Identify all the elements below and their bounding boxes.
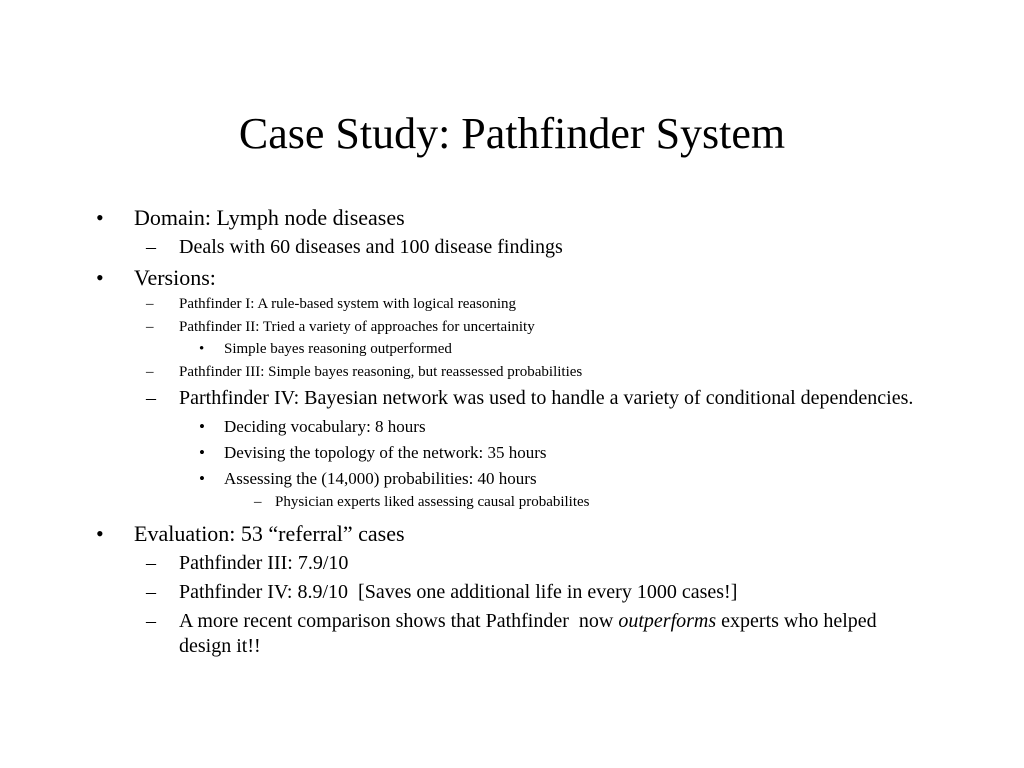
sub-sub-bullet-text: Deciding vocabulary: 8 hours bbox=[224, 417, 426, 436]
sub-bullet-text: Deals with 60 diseases and 100 disease findings bbox=[179, 236, 563, 258]
dash-marker: – bbox=[146, 319, 154, 335]
bullet-text: Evaluation: 53 “referral” cases bbox=[134, 521, 405, 546]
dash-marker: – bbox=[146, 552, 156, 574]
sub-sub-bullet-text: Devising the topology of the network: 35 hours bbox=[224, 443, 547, 462]
bullet-marker: • bbox=[96, 521, 104, 546]
slide-title: Case Study: Pathfinder System bbox=[238, 109, 786, 158]
sub-bullet-recent-comparison bbox=[96, 609, 926, 659]
level-4-bullet-physicians bbox=[96, 493, 926, 512]
sub-sub-bullet-topology bbox=[96, 442, 926, 463]
bullet-marker: • bbox=[96, 265, 104, 290]
sub-bullet-domain-detail bbox=[96, 235, 926, 260]
bullet-marker: • bbox=[199, 469, 205, 488]
dash-marker: – bbox=[254, 494, 262, 510]
comparison-text-start: A more recent comparison shows that Pathfinder now bbox=[179, 610, 619, 632]
sub-bullet-pathfinder-4 bbox=[96, 386, 926, 411]
bullet-marker: • bbox=[199, 417, 205, 436]
sub-bullet-text bbox=[96, 609, 926, 659]
dash-marker: – bbox=[146, 364, 154, 380]
sub-bullet-text: Pathfinder II: Tried a variety of approaches for uncertainity bbox=[179, 319, 535, 335]
bullet-marker: • bbox=[96, 205, 104, 230]
sub-bullet-text: Pathfinder IV: 8.9/10 [Saves one additional life in every 1000 cases!] bbox=[179, 581, 738, 603]
sub-sub-bullet-text: Assessing the (14,000) probabilities: 40 hours bbox=[224, 469, 537, 488]
dash-marker: – bbox=[146, 296, 154, 312]
dash-marker: – bbox=[146, 581, 156, 603]
level-4-bullet-text: Physician experts liked assessing causal probabilites bbox=[275, 494, 590, 510]
sub-bullet-text: Pathfinder III: Simple bayes reasoning, but reassessed probabilities bbox=[179, 364, 583, 380]
sub-bullet-text: Pathfinder I: A rule-based system with logical reasoning bbox=[179, 296, 517, 312]
bullet-marker: • bbox=[199, 443, 205, 462]
sub-bullet-pathfinder-2 bbox=[96, 318, 926, 337]
bullet-text: Domain: Lymph node diseases bbox=[134, 205, 405, 230]
sub-bullet-pathfinder-3 bbox=[96, 363, 926, 382]
sub-sub-bullet-pathfinder-2 bbox=[96, 340, 926, 359]
comparison-emphasis: outperforms bbox=[618, 610, 717, 632]
dash-marker: – bbox=[146, 387, 156, 409]
sub-bullet-eval-pathfinder-4 bbox=[96, 580, 926, 605]
sub-sub-bullet-text: Simple bayes reasoning outperformed bbox=[224, 341, 452, 357]
dash-marker: – bbox=[146, 236, 156, 258]
bullet-evaluation bbox=[96, 520, 926, 547]
dash-marker: – bbox=[146, 610, 156, 632]
bullet-text: Versions: bbox=[134, 265, 216, 290]
bullet-versions bbox=[96, 264, 926, 291]
sub-bullet-text: Parthfinder IV: Bayesian network was used to handle a variety of conditional dependencies. bbox=[179, 387, 914, 409]
comparison-text-end: experts who helped design it!! bbox=[179, 610, 882, 657]
sub-bullet-pathfinder-1 bbox=[96, 295, 926, 314]
bullet-marker: • bbox=[199, 341, 205, 357]
sub-sub-bullet-probabilities bbox=[96, 468, 926, 489]
sub-sub-bullet-vocabulary bbox=[96, 416, 926, 437]
slide-body bbox=[96, 200, 926, 659]
sub-bullet-eval-pathfinder-3 bbox=[96, 551, 926, 576]
bullet-domain bbox=[96, 204, 926, 231]
sub-bullet-text: Pathfinder III: 7.9/10 bbox=[179, 552, 349, 574]
